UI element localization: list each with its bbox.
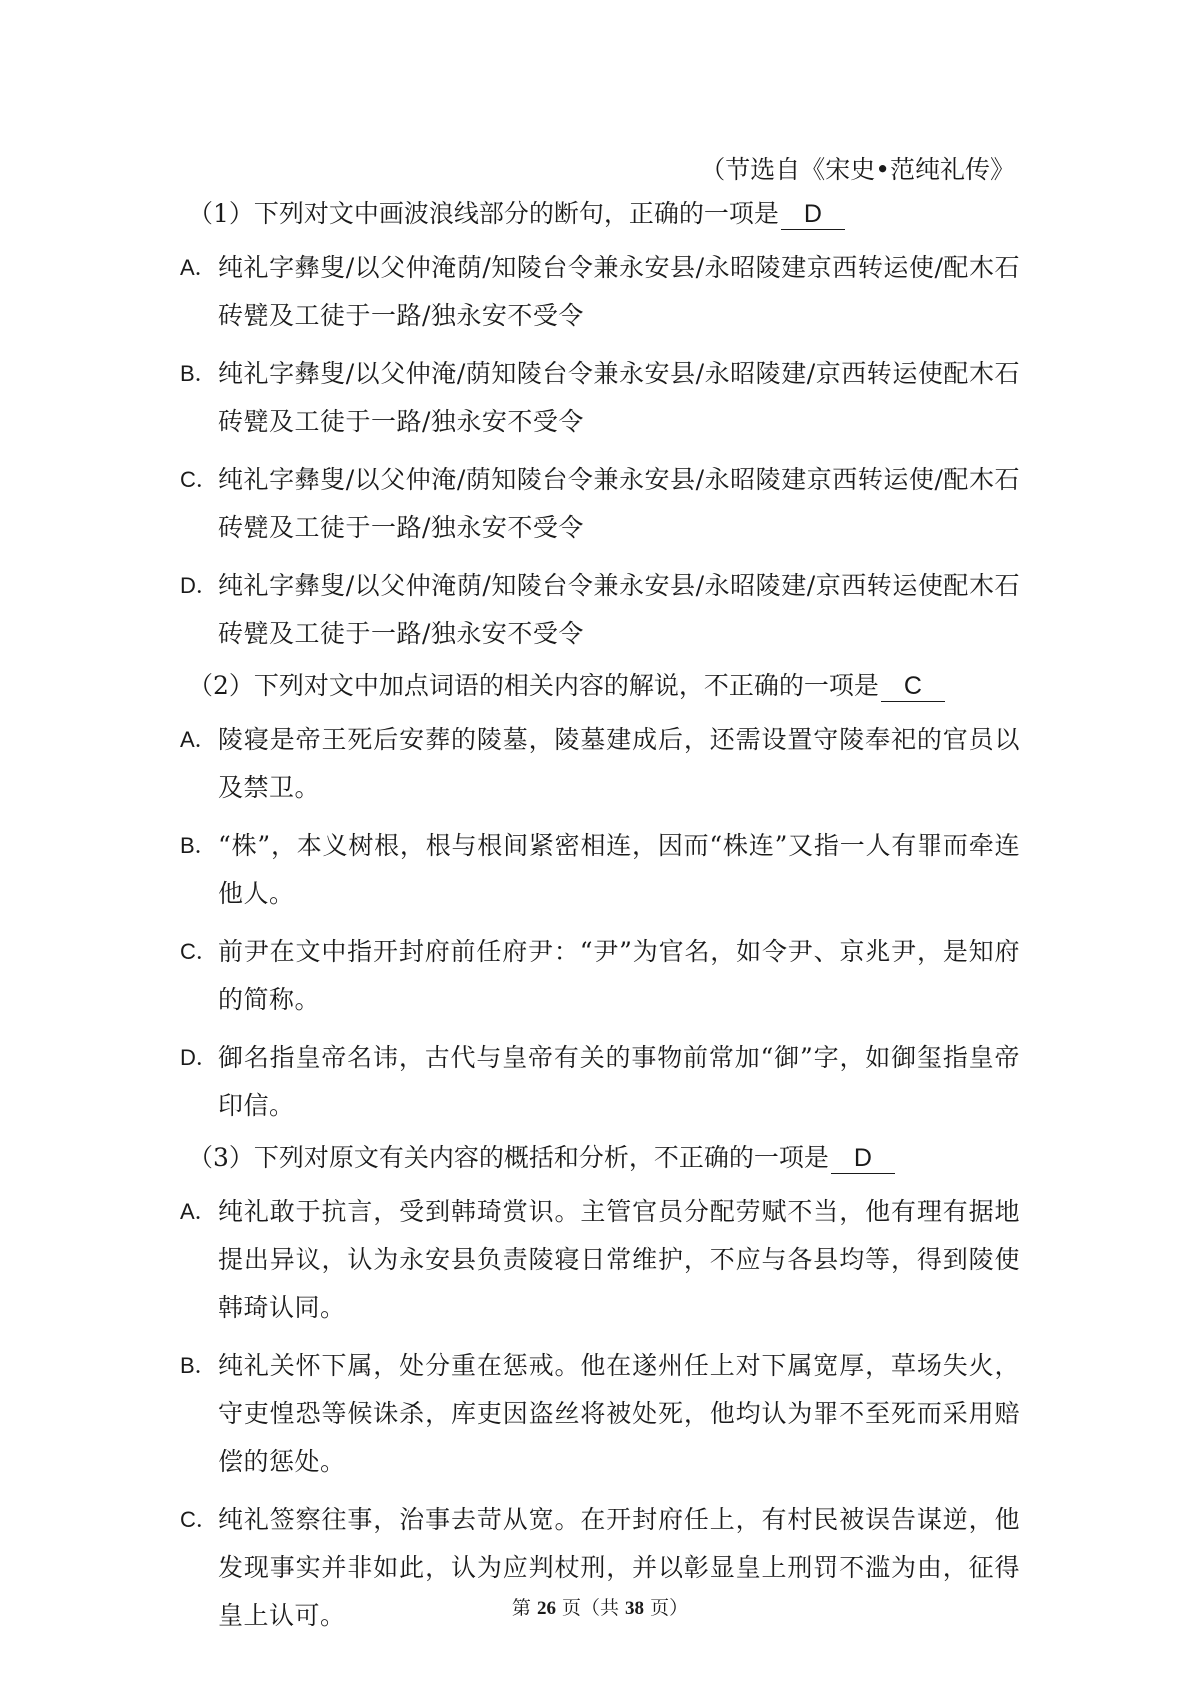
option-letter: B．	[180, 361, 217, 386]
option-item	[180, 244, 1020, 340]
option-text: 御名指皇帝名讳，古代与皇帝有关的事物前常加“御”字，如御玺指皇帝印信。	[218, 1043, 1020, 1120]
option-text: 纯礼敢于抗言，受到韩琦赏识。主管官员分配劳赋不当，他有理有据地提出异议，认为永安县负责陵寝日常维护，不应与各县均等，得到陵使韩琦认同。	[218, 1197, 1020, 1322]
questions-container	[180, 196, 1020, 1650]
option-letter: C．	[180, 939, 218, 964]
option-item	[180, 456, 1020, 552]
option-item	[180, 928, 1020, 1024]
option-letter: D．	[180, 573, 218, 598]
option-text: 纯礼字彝叟/以父仲淹荫/知陵台令兼永安县/永昭陵建京西转运使/配木石砖甓及工徒于一路/独永安不受令	[218, 253, 1020, 330]
option-item	[180, 350, 1020, 446]
answer-blank: D	[781, 199, 845, 230]
question-text: （2）下列对文中加点词语的相关内容的解说，不正确的一项是	[188, 671, 879, 700]
answer-blank: D	[831, 1143, 895, 1174]
option-letter: C．	[180, 467, 218, 492]
question-stem	[180, 668, 1020, 704]
page-footer	[0, 1595, 1200, 1622]
option-text: 纯礼签察往事，治事去苛从宽。在开封府任上，有村民被误告谋逆，他发现事实并非如此，认为应判杖刑，并以彰显皇上刑罚不滥为由，征得皇上认可。	[218, 1505, 1020, 1630]
option-letter: C．	[180, 1507, 218, 1532]
footer-suffix: 页）	[650, 1597, 689, 1619]
option-text: 纯礼字彝叟/以父仲淹/荫知陵台令兼永安县/永昭陵建京西转运使/配木石砖甓及工徒于一路/独永安不受令	[218, 465, 1020, 542]
option-text: 纯礼关怀下属，处分重在惩戒。他在遂州任上对下属宽厚，草场失火，守吏惶恐等候诛杀，库吏因盗丝将被处死，他均认为罪不至死而采用赔偿的惩处。	[218, 1351, 1020, 1476]
option-letter: B．	[180, 833, 217, 858]
option-item	[180, 716, 1020, 812]
option-item	[180, 562, 1020, 658]
option-item	[180, 1188, 1020, 1332]
option-text: “株”，本义树根，根与根间紧密相连，因而“株连”又指一人有罪而牵连他人。	[218, 831, 1020, 908]
option-text: 陵寝是帝王死后安葬的陵墓，陵墓建成后，还需设置守陵奉祀的官员以及禁卫。	[218, 725, 1020, 802]
question-text: （1）下列对文中画波浪线部分的断句，正确的一项是	[188, 199, 779, 228]
question-text: （3）下列对原文有关内容的概括和分析，不正确的一项是	[188, 1143, 829, 1172]
option-letter: B．	[180, 1353, 217, 1378]
option-letter: D．	[180, 1045, 218, 1070]
question-stem	[180, 1140, 1020, 1176]
option-text: 纯礼字彝叟/以父仲淹/荫知陵台令兼永安县/永昭陵建/京西转运使配木石砖甓及工徒于一路/独永安不受令	[218, 359, 1020, 436]
footer-prefix: 第	[511, 1597, 531, 1619]
footer-middle: 页（共	[561, 1597, 619, 1619]
page-total: 38	[625, 1598, 645, 1619]
question-stem	[180, 196, 1020, 232]
option-letter: A．	[180, 727, 217, 752]
option-item	[180, 822, 1020, 918]
option-item	[180, 1342, 1020, 1486]
source-citation: （节选自《宋史•范纯礼传》	[700, 155, 1015, 184]
option-text: 纯礼字彝叟/以父仲淹荫/知陵台令兼永安县/永昭陵建/京西转运使配木石砖甓及工徒于一路/独永安不受令	[218, 571, 1020, 648]
option-letter: A．	[180, 255, 217, 280]
option-text: 前尹在文中指开封府前任府尹：“尹”为官名，如令尹、京兆尹，是知府的简称。	[218, 937, 1020, 1014]
page-number: 26	[536, 1598, 556, 1619]
option-item	[180, 1034, 1020, 1130]
answer-blank: C	[881, 671, 945, 702]
option-letter: A．	[180, 1199, 217, 1224]
